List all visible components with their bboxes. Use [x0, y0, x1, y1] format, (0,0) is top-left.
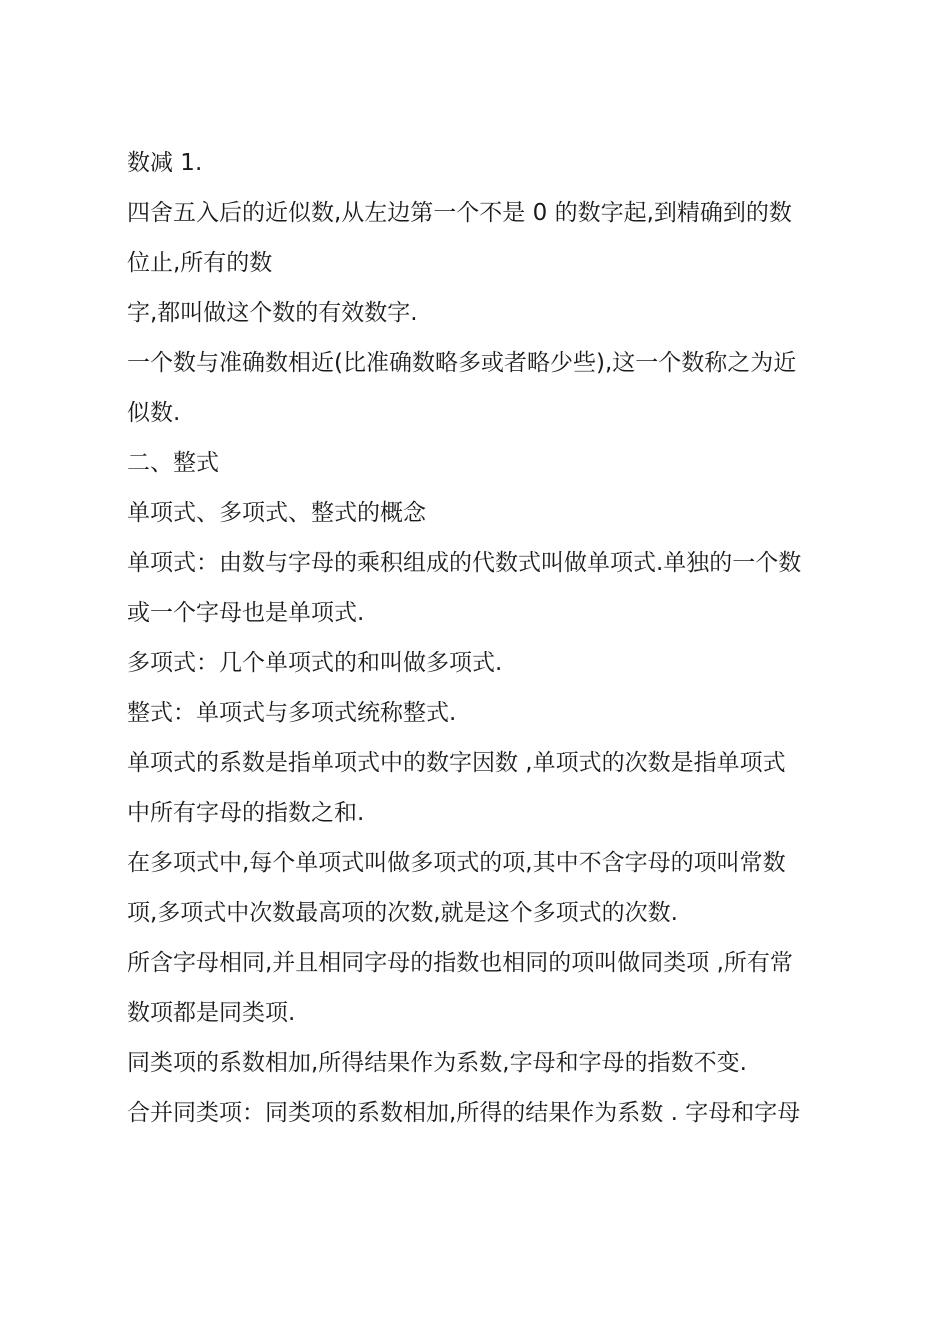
text-line: 中所有字母的指数之和.	[127, 800, 365, 826]
document-body	[127, 138, 827, 1138]
text-line: 所含字母相同,并且相同字母的指数也相同的项叫做同类项 ,所有常	[127, 950, 793, 976]
text-line: 字,都叫做这个数的有效数字.	[127, 300, 418, 326]
text-line: 多项式：几个单项式的和叫做多项式.	[127, 650, 503, 676]
text-line: 项,多项式中次数最高项的次数,就是这个多项式的次数.	[127, 900, 678, 926]
text-line: 或一个字母也是单项式.	[127, 600, 365, 626]
text-line: 同类项的系数相加,所得结果作为系数,字母和字母的指数不变.	[127, 1050, 747, 1076]
text-line: 数减 1.	[127, 150, 203, 176]
text-line: 似数.	[127, 400, 181, 426]
subsection-heading: 单项式、多项式、整式的概念	[127, 500, 426, 526]
text-line: 合并同类项：同类项的系数相加,所得的结果作为系数 . 字母和字母	[127, 1100, 801, 1126]
text-line: 单项式：由数与字母的乘积组成的代数式叫做单项式.单独的一个数	[127, 550, 802, 576]
text-line: 一个数与准确数相近(比准确数略多或者略少些),这一个数称之为近	[127, 350, 797, 376]
text-line: 整式：单项式与多项式统称整式.	[127, 700, 457, 726]
text-line: 数项都是同类项.	[127, 1000, 296, 1026]
text-line: 单项式的系数是指单项式中的数字因数 ,单项式的次数是指单项式	[127, 750, 786, 776]
text-line: 位止,所有的数	[127, 250, 273, 276]
text-line: 在多项式中,每个单项式叫做多项式的项,其中不含字母的项叫常数	[127, 850, 786, 876]
section-heading: 二、整式	[127, 450, 219, 476]
text-line: 四舍五入后的近似数,从左边第一个不是 0 的数字起,到精确到的数	[127, 200, 792, 226]
